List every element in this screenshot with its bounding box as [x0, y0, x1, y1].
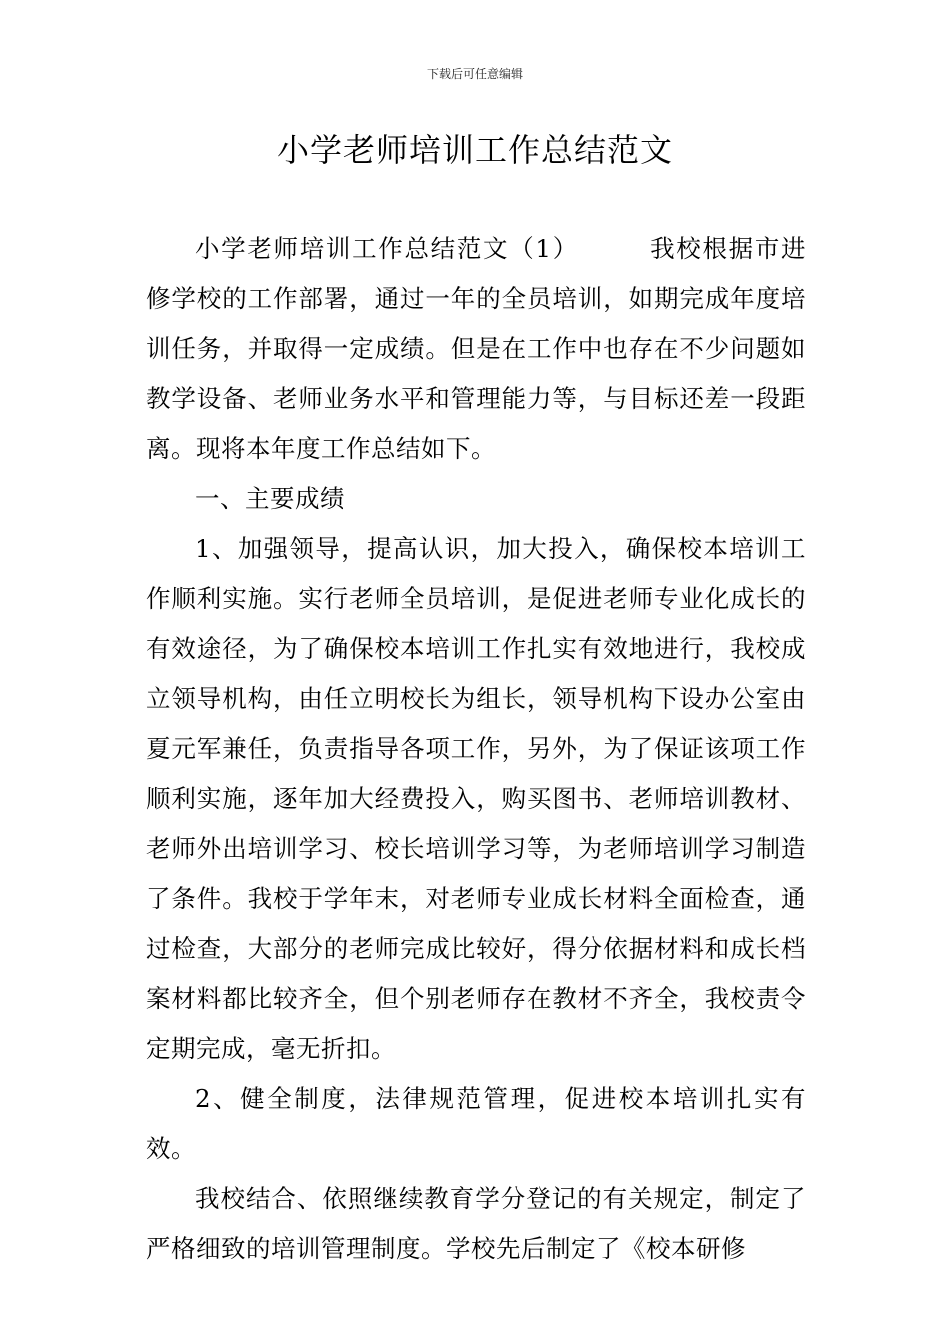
section-heading-main-achievements: 一、主要成绩 [195, 484, 345, 513]
document-title: 小学老师培训工作总结范文 [276, 131, 673, 169]
intro-paragraph [146, 224, 806, 474]
intro-text: 我校根据市进修学校的工作部署，通过一年的全员培训，如期完成年度培训任务，并取得一定成绩。但是在工作中也存在不少问题如教学设备、老师业务水平和管理能力等，与目标还差一段距离。现将本年度工作总结如下。 [146, 234, 807, 463]
paragraph-management-rules: 我校结合、依照继续教育学分登记的有关规定，制定了严格细致的培训管理制度。学校先后制定了《校本研修 [146, 1184, 806, 1263]
paragraph-system-heading: 2、健全制度，法律规范管理，促进校本培训扎实有效。 [146, 1084, 806, 1163]
header-note: 下载后可任意编辑 [426, 67, 523, 81]
document-body [146, 224, 806, 1274]
paragraph-leadership: 1、加强领导，提高认识，加大投入，确保校本培训工作顺利实施。实行老师全员培训，是促进老师专业化成长的有效途径，为了确保校本培训工作扎实有效地进行，我校成立领导机构，由任立明校长为组长，领导机构下设办公室由夏元军兼任，负责指导各项工作，另外，为了保证该项工作顺利实施，逐年加大经费投入，购买图书、老师培训教材、老师外出培训学习、校长培训学习等，为老师培训学习制造了条件。我校于学年末，对老师专业成长材料全面检查，通过检查，大部分的老师完成比较好，得分依据材料和成长档案材料都比较齐全，但个别老师存在教材不齐全，我校责令定期完成，毫无折扣。 [146, 534, 806, 1063]
intro-label: 小学老师培训工作总结范文（1） [195, 234, 579, 263]
